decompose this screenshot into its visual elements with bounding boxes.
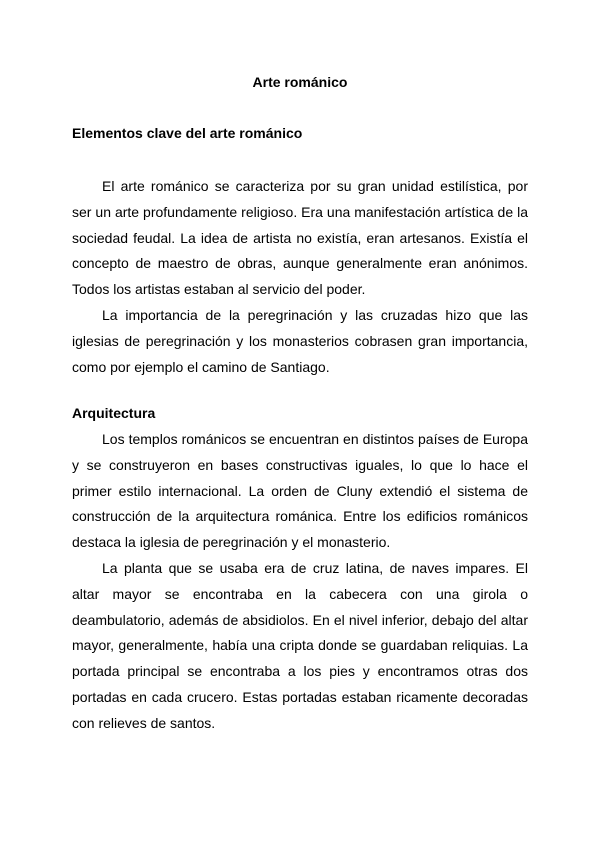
- paragraph: El arte románico se caracteriza por su gran unidad estilística, por ser un arte profundamente religioso. Era una manifestación artística de la sociedad feudal. La idea de artista no existía, eran artesanos. Existía el concepto de maestro de obras, aunque generalmente eran anónimos. Todos los artistas estaban al servicio del poder.: [72, 178, 528, 298]
- paragraph: Los templos románicos se encuentran en distintos países de Europa y se construyeron en bases constructivas iguales, lo que lo hace el primer estilo internacional. La orden de Cluny extendió el sistema de construcción de la arquitectura románica. Entre los edificios románicos destaca la iglesia de peregrinación y el monasterio.: [72, 431, 528, 551]
- document-title: Arte románico: [252, 74, 348, 90]
- section-body-arquitectura: [72, 427, 528, 737]
- section-heading-elementos: Elementos clave del arte románico: [72, 125, 303, 141]
- section-body-elementos: [72, 174, 528, 380]
- section-heading-arquitectura: Arquitectura: [72, 405, 156, 421]
- paragraph: La planta que se usaba era de cruz latina, de naves impares. El altar mayor se encontraba en la cabecera con una girola o deambulatorio, además de absidiolos. En el nivel inferior, debajo del altar mayor, generalmente, había una cripta donde se guardaban reliquias. La portada principal se encontraba a los pies y encontramos otras dos portadas en cada crucero. Estas portadas estaban ricamente decoradas con relieves de santos.: [72, 559, 528, 731]
- paragraph: La importancia de la peregrinación y las cruzadas hizo que las iglesias de peregrinación y los monasterios cobrasen gran importancia, como por ejemplo el camino de Santiago.: [72, 306, 528, 375]
